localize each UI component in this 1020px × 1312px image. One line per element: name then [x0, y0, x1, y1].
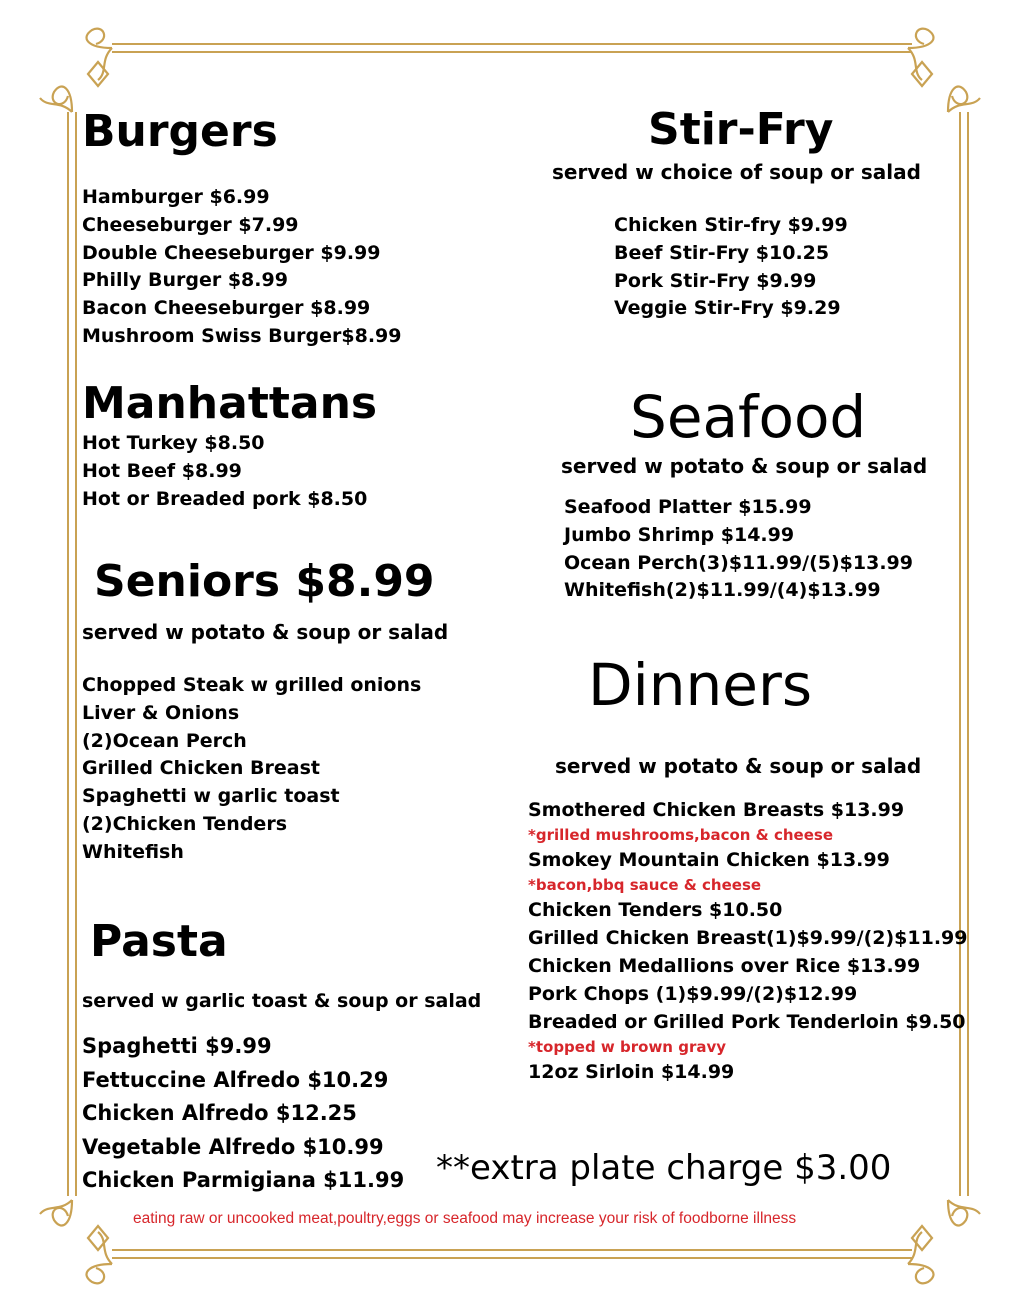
menu-item: Whitefish(2)$11.99/(4)$13.99	[564, 579, 881, 602]
manhattans-title: Manhattans	[82, 378, 378, 429]
burgers-title: Burgers	[82, 106, 278, 157]
pasta-subtitle: served w garlic toast & soup or salad	[82, 990, 482, 1012]
menu-item: Grilled Chicken Breast(1)$9.99/(2)$11.99	[528, 927, 968, 949]
menu-item: Chicken Alfredo $12.25	[82, 1101, 357, 1125]
menu-item: Chicken Parmigiana $11.99	[82, 1168, 405, 1192]
seniors-title: Seniors $8.99	[94, 556, 435, 607]
seniors-list	[82, 672, 421, 867]
menu-item: Veggie Stir-Fry $9.29	[614, 297, 841, 320]
menu-item: (2)Ocean Perch	[82, 729, 247, 752]
menu-item: Vegetable Alfredo $10.99	[82, 1134, 384, 1159]
menu-item: Whitefish	[82, 840, 184, 863]
menu-item: Hot or Breaded pork $8.50	[82, 487, 368, 510]
menu-item: Double Cheeseburger $9.99	[82, 241, 381, 264]
stirfry-subtitle: served w choice of soup or salad	[552, 160, 921, 184]
menu-item-note: *topped w brown gravy	[528, 1038, 727, 1056]
stirfry-title: Stir-Fry	[648, 104, 834, 155]
menu-item: Seafood Platter $15.99	[564, 496, 812, 518]
menu-item: Smokey Mountain Chicken $13.99	[528, 849, 890, 871]
menu-item: Cheeseburger $7.99	[82, 213, 299, 236]
food-safety-warning: eating raw or uncooked meat,poultry,eggs or seafood may increase your risk of foodborne illness	[133, 1210, 797, 1227]
corner-flourish-icon	[908, 29, 980, 112]
menu-item: Bacon Cheeseburger $8.99	[82, 297, 371, 320]
menu-item: Pork Stir-Fry $9.99	[614, 269, 817, 292]
menu-item: Ocean Perch(3)$11.99/(5)$13.99	[564, 551, 913, 574]
menu-item: Mushroom Swiss Burger$8.99	[82, 324, 402, 347]
menu-item: Chicken Medallions over Rice $13.99	[528, 955, 921, 977]
menu-item: Chicken Stir-fry $9.99	[614, 214, 848, 236]
dinners-list	[528, 796, 968, 1086]
menu-item: Jumbo Shrimp $14.99	[564, 523, 795, 546]
menu-item: Chicken Tenders $10.50	[528, 899, 783, 921]
stirfry-list	[614, 212, 848, 323]
menu-item: 12oz Sirloin $14.99	[528, 1061, 735, 1083]
seniors-subtitle: served w potato & soup or salad	[82, 620, 449, 644]
menu-item: Hamburger $6.99	[82, 186, 270, 208]
menu-item: Grilled Chicken Breast	[82, 757, 320, 780]
manhattans-list	[82, 430, 367, 513]
pasta-list	[82, 1030, 404, 1198]
menu-item: Hot Turkey $8.50	[82, 432, 265, 454]
menu-item-note: *grilled mushrooms,bacon & cheese	[528, 826, 833, 844]
menu-item: Breaded or Grilled Pork Tenderloin $9.50	[528, 1011, 966, 1033]
menu-item: Philly Burger $8.99	[82, 269, 288, 292]
pasta-title: Pasta	[90, 916, 228, 967]
seafood-list	[564, 494, 913, 605]
dinners-subtitle: served w potato & soup or salad	[555, 754, 922, 778]
menu-item: Chopped Steak w grilled onions	[82, 674, 422, 696]
corner-flourish-icon	[40, 29, 112, 112]
burgers-list	[82, 184, 401, 351]
menu-item: Smothered Chicken Breasts $13.99	[528, 799, 905, 821]
menu-item: Liver & Onions	[82, 701, 240, 724]
menu-item: (2)Chicken Tenders	[82, 812, 288, 835]
menu-item: Spaghetti $9.99	[82, 1034, 272, 1058]
menu-item: Fettuccine Alfredo $10.29	[82, 1067, 389, 1092]
corner-flourish-icon	[908, 1200, 980, 1283]
extra-plate-charge: **extra plate charge $3.00	[436, 1148, 892, 1188]
seafood-subtitle: served w potato & soup or salad	[561, 454, 928, 478]
menu-item: Hot Beef $8.99	[82, 459, 242, 482]
menu-item: Beef Stir-Fry $10.25	[614, 241, 830, 264]
seafood-title: Seafood	[630, 383, 867, 451]
menu-item: Spaghetti w garlic toast	[82, 785, 340, 808]
corner-flourish-icon	[40, 1200, 112, 1283]
menu-item-note: *bacon,bbq sauce & cheese	[528, 876, 762, 894]
menu-item: Pork Chops (1)$9.99/(2)$12.99	[528, 983, 858, 1005]
dinners-title: Dinners	[588, 651, 813, 719]
